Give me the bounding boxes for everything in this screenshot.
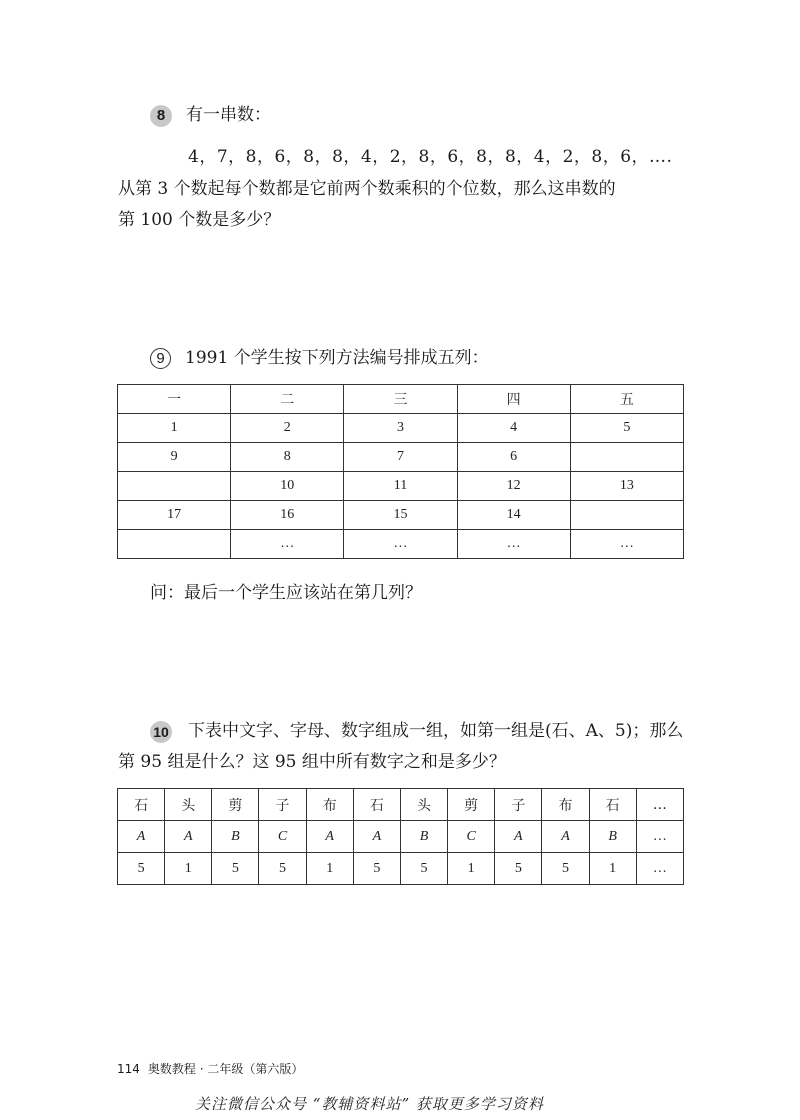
table-header-row: [118, 385, 684, 414]
number-sequence: 4，7，8，6，8，8，4，2，8，6，8，8，4，2，8，6，….: [188, 147, 673, 167]
question-number-badge: 9: [150, 348, 171, 369]
table-cell: …: [570, 530, 683, 559]
table-cell: 5: [212, 853, 259, 885]
table-cell: 石: [353, 789, 400, 821]
table-cell: 5: [118, 853, 165, 885]
page-number: 114: [117, 1062, 140, 1076]
table-row: [118, 414, 684, 443]
table-cell: 17: [118, 501, 231, 530]
table-cell: 13: [570, 472, 683, 501]
table-cell: 5: [259, 853, 306, 885]
question-text-line: 从第 3 个数起每个数都是它前两个数乘积的个位数，那么这串数的: [118, 179, 616, 199]
table-cell: 1: [165, 853, 212, 885]
table-cell: 6: [457, 443, 570, 472]
table-row: [118, 472, 684, 501]
table-cell: 1: [118, 414, 231, 443]
table-cell: B: [400, 821, 447, 853]
table-cell: A: [542, 821, 589, 853]
table-cell: 石: [589, 789, 636, 821]
table-cell: …: [636, 789, 683, 821]
table-cell: …: [231, 530, 344, 559]
table-cell: …: [636, 821, 683, 853]
table-row: [118, 530, 684, 559]
table-row: [118, 821, 684, 853]
page-footer: [117, 1060, 303, 1077]
table-row: [118, 501, 684, 530]
column-header: 三: [344, 385, 457, 414]
question-8-body: [118, 174, 698, 236]
question-title: 有一串数：: [186, 105, 271, 125]
table-cell: 5: [353, 853, 400, 885]
table-cell: A: [306, 821, 353, 853]
table-cell: 剪: [448, 789, 495, 821]
table-cell: [570, 501, 683, 530]
table-cell: [570, 443, 683, 472]
table-cell: 15: [344, 501, 457, 530]
table-cell: 布: [306, 789, 353, 821]
column-header: 一: [118, 385, 231, 414]
table-cell: 9: [118, 443, 231, 472]
column-header: 四: [457, 385, 570, 414]
table-cell: C: [259, 821, 306, 853]
question-text-line: 第 95 组是什么？这 95 组中所有数字之和是多少？: [118, 752, 506, 772]
table-cell: 5: [495, 853, 542, 885]
table-cell: …: [636, 853, 683, 885]
table-cell: 子: [259, 789, 306, 821]
table-cell: 14: [457, 501, 570, 530]
table-cell: [118, 530, 231, 559]
table-cell: 7: [344, 443, 457, 472]
table-cell: 4: [457, 414, 570, 443]
table-cell: 头: [400, 789, 447, 821]
book-title: 奥数教程 · 二年级（第六版）: [147, 1062, 304, 1076]
table-cell: 16: [231, 501, 344, 530]
table-cell: B: [212, 821, 259, 853]
table-cell: …: [344, 530, 457, 559]
table-cell: B: [589, 821, 636, 853]
table-cell: 头: [165, 789, 212, 821]
table-row: [118, 789, 684, 821]
table-row: [118, 443, 684, 472]
question-8: [150, 100, 271, 127]
table-cell: 剪: [212, 789, 259, 821]
question-text-line: [118, 716, 698, 747]
question-text-line: 第 100 个数是多少？: [118, 210, 281, 230]
table-cell: 子: [495, 789, 542, 821]
table-cell: 11: [344, 472, 457, 501]
table-cell: 1: [448, 853, 495, 885]
table-cell: 12: [457, 472, 570, 501]
watermark-text: 关注微信公众号 “教辅资料站” 获取更多学习资料: [195, 1095, 544, 1113]
table-cell: 10: [231, 472, 344, 501]
table-row: [118, 853, 684, 885]
table-cell: 5: [400, 853, 447, 885]
column-header: 二: [231, 385, 344, 414]
table-cell: 1: [589, 853, 636, 885]
table-cell: 8: [231, 443, 344, 472]
column-header: 五: [570, 385, 683, 414]
table-cell: 1: [306, 853, 353, 885]
table-cell: A: [495, 821, 542, 853]
table-cell: 石: [118, 789, 165, 821]
table-cell: 5: [570, 414, 683, 443]
student-columns-table: [117, 384, 684, 559]
table-cell: C: [448, 821, 495, 853]
question-10: [118, 716, 698, 778]
question-text: 下表中文字、字母、数字组成一组，如第一组是(石、A、5)；那么: [188, 721, 684, 741]
group-pattern-table: [117, 788, 684, 885]
table-cell: A: [165, 821, 212, 853]
question-9: [150, 343, 489, 369]
question-9-followup: 问：最后一个学生应该站在第几列？: [150, 583, 422, 603]
table-cell: [118, 472, 231, 501]
table-cell: …: [457, 530, 570, 559]
table-cell: 布: [542, 789, 589, 821]
question-number-badge: 8: [150, 105, 172, 127]
question-number-badge: 10: [150, 721, 172, 743]
table-cell: 5: [542, 853, 589, 885]
table-cell: A: [353, 821, 400, 853]
table-cell: A: [118, 821, 165, 853]
table-cell: 2: [231, 414, 344, 443]
table-cell: 3: [344, 414, 457, 443]
question-title: 1991 个学生按下列方法编号排成五列：: [185, 348, 489, 368]
